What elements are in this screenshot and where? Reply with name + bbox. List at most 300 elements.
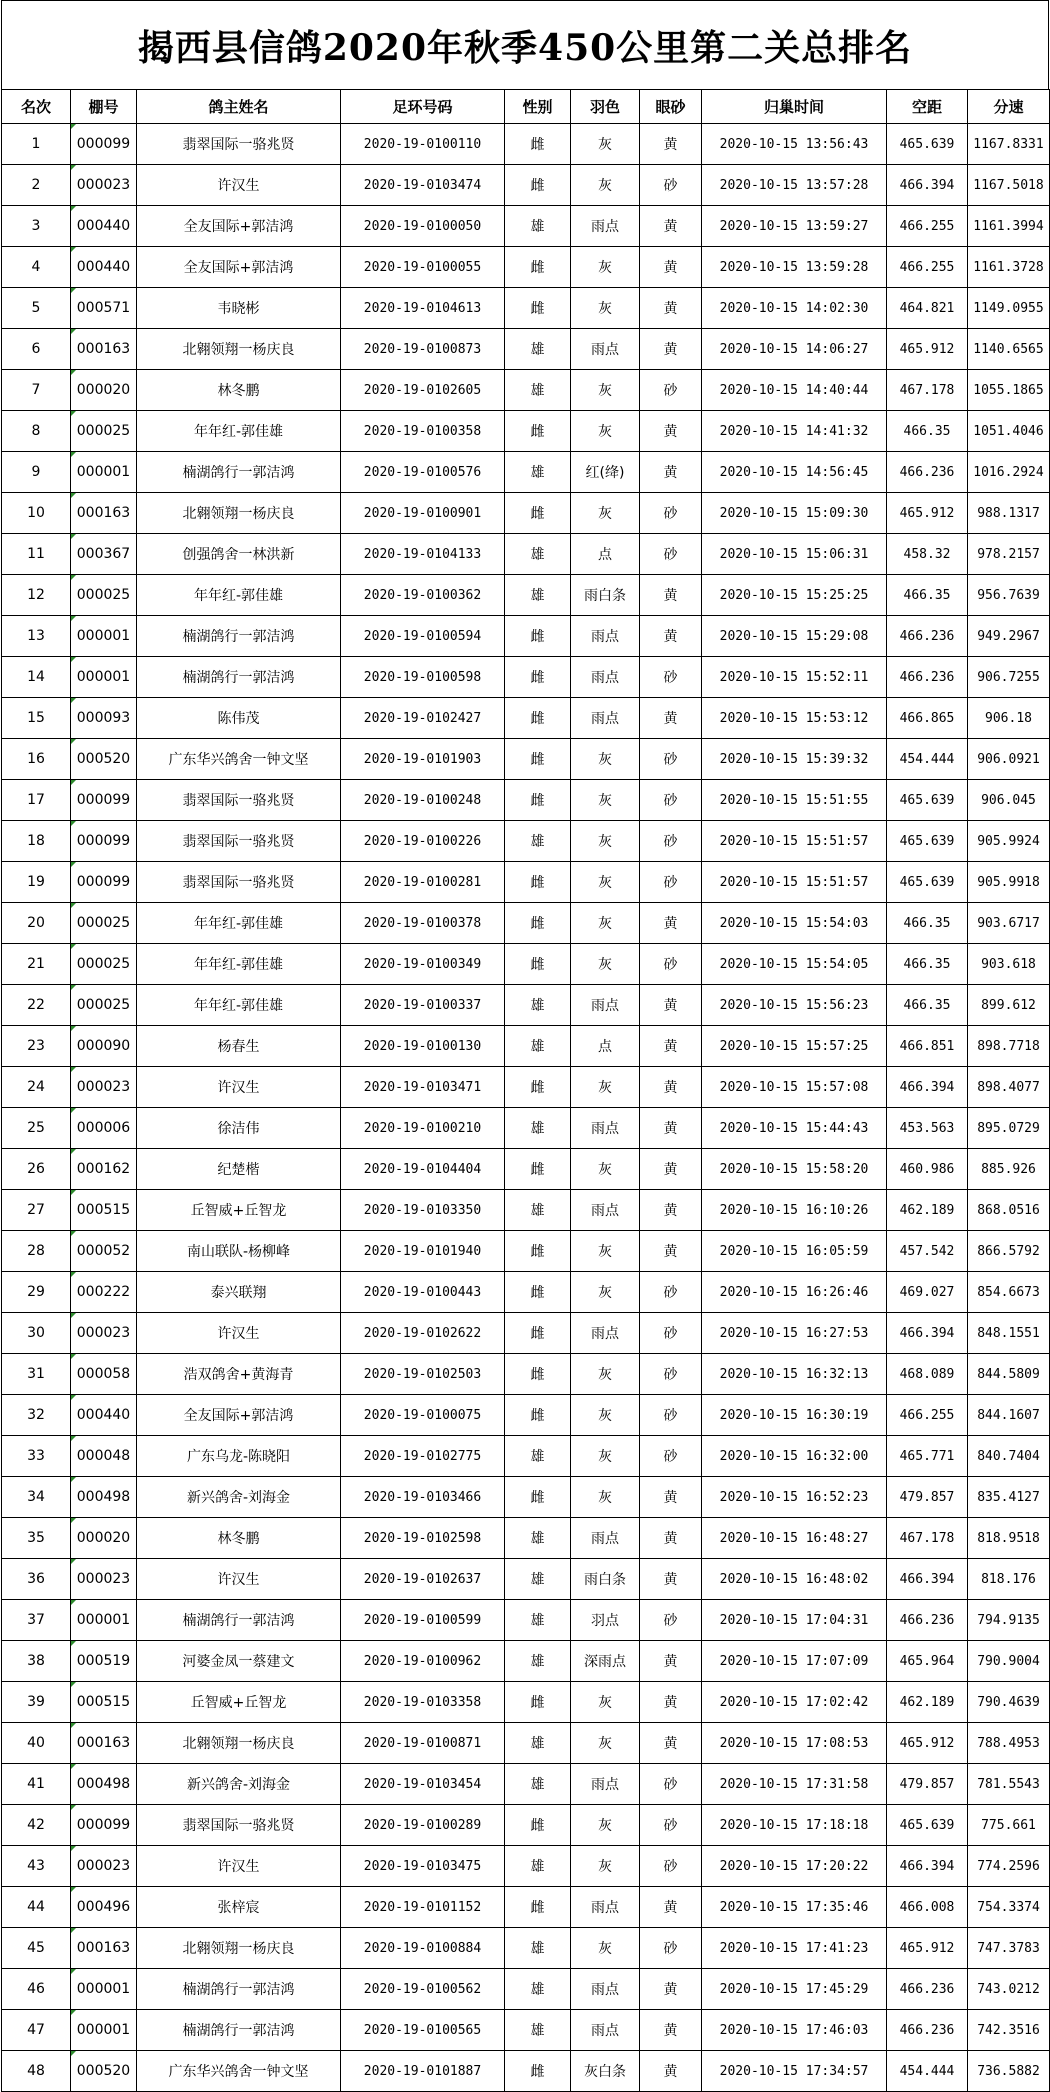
distance-cell: 466.35 xyxy=(887,944,968,985)
ring-cell: 2020-19-0100443 xyxy=(341,1272,505,1313)
loft-cell: 000099 xyxy=(71,862,137,903)
speed-cell: 868.0516 xyxy=(968,1190,1050,1231)
owner-cell: 楠湖鸽行一郭洁鸿 xyxy=(137,657,341,698)
col-header-rank: 名次 xyxy=(2,90,71,124)
owner-cell: 徐洁伟 xyxy=(137,1108,341,1149)
col-header-loft: 棚号 xyxy=(71,90,137,124)
eye-cell: 黄 xyxy=(640,2051,702,2092)
distance-cell: 466.394 xyxy=(887,1846,968,1887)
speed-cell: 790.4639 xyxy=(968,1682,1050,1723)
sex-cell: 雄 xyxy=(505,1559,571,1600)
loft-cell: 000520 xyxy=(71,739,137,780)
loft-cell: 000440 xyxy=(71,247,137,288)
ring-cell: 2020-19-0103471 xyxy=(341,1067,505,1108)
loft-cell: 000023 xyxy=(71,1313,137,1354)
speed-cell: 818.176 xyxy=(968,1559,1050,1600)
owner-cell: 年年红-郭佳雄 xyxy=(137,575,341,616)
ring-cell: 2020-19-0100289 xyxy=(341,1805,505,1846)
sex-cell: 雌 xyxy=(505,780,571,821)
rank-cell: 43 xyxy=(2,1846,71,1887)
sex-cell: 雌 xyxy=(505,1395,571,1436)
table-row xyxy=(2,903,1050,944)
table-row xyxy=(2,1559,1050,1600)
owner-cell: 许汉生 xyxy=(137,1846,341,1887)
loft-cell: 000001 xyxy=(71,616,137,657)
col-header-ring: 足环号码 xyxy=(341,90,505,124)
eye-cell: 黄 xyxy=(640,1887,702,1928)
color-cell: 灰 xyxy=(571,288,640,329)
header-row xyxy=(2,90,1050,124)
speed-cell: 1051.4046 xyxy=(968,411,1050,452)
rank-cell: 18 xyxy=(2,821,71,862)
sex-cell: 雌 xyxy=(505,247,571,288)
loft-cell: 000496 xyxy=(71,1887,137,1928)
speed-cell: 906.0921 xyxy=(968,739,1050,780)
ring-cell: 2020-19-0102622 xyxy=(341,1313,505,1354)
ring-cell: 2020-19-0100050 xyxy=(341,206,505,247)
table-row xyxy=(2,1190,1050,1231)
speed-cell: 835.4127 xyxy=(968,1477,1050,1518)
arrival-cell: 2020-10-15 16:30:19 xyxy=(702,1395,887,1436)
arrival-cell: 2020-10-15 16:32:00 xyxy=(702,1436,887,1477)
rank-cell: 16 xyxy=(2,739,71,780)
loft-cell: 000023 xyxy=(71,1559,137,1600)
color-cell: 雨点 xyxy=(571,698,640,739)
eye-cell: 黄 xyxy=(640,575,702,616)
owner-cell: 南山联队-杨柳峰 xyxy=(137,1231,341,1272)
distance-cell: 465.639 xyxy=(887,124,968,165)
sex-cell: 雌 xyxy=(505,411,571,452)
speed-cell: 885.926 xyxy=(968,1149,1050,1190)
rank-cell: 26 xyxy=(2,1149,71,1190)
ring-cell: 2020-19-0100130 xyxy=(341,1026,505,1067)
speed-cell: 781.5543 xyxy=(968,1764,1050,1805)
eye-cell: 黄 xyxy=(640,329,702,370)
distance-cell: 467.178 xyxy=(887,1518,968,1559)
ring-cell: 2020-19-0102503 xyxy=(341,1354,505,1395)
arrival-cell: 2020-10-15 15:51:57 xyxy=(702,821,887,862)
arrival-cell: 2020-10-15 14:40:44 xyxy=(702,370,887,411)
loft-cell: 000001 xyxy=(71,2010,137,2051)
color-cell: 红(绛) xyxy=(571,452,640,493)
speed-cell: 905.9918 xyxy=(968,862,1050,903)
loft-cell: 000025 xyxy=(71,411,137,452)
sex-cell: 雌 xyxy=(505,698,571,739)
owner-cell: 纪楚楷 xyxy=(137,1149,341,1190)
ring-cell: 2020-19-0100378 xyxy=(341,903,505,944)
ring-cell: 2020-19-0100055 xyxy=(341,247,505,288)
color-cell: 灰 xyxy=(571,1805,640,1846)
col-header-distance: 空距 xyxy=(887,90,968,124)
speed-cell: 899.612 xyxy=(968,985,1050,1026)
rank-cell: 34 xyxy=(2,1477,71,1518)
distance-cell: 465.639 xyxy=(887,862,968,903)
arrival-cell: 2020-10-15 16:48:02 xyxy=(702,1559,887,1600)
owner-cell: 全友国际+郭洁鸿 xyxy=(137,206,341,247)
color-cell: 灰 xyxy=(571,247,640,288)
loft-cell: 000515 xyxy=(71,1190,137,1231)
owner-cell: 年年红-郭佳雄 xyxy=(137,903,341,944)
sex-cell: 雄 xyxy=(505,1641,571,1682)
loft-cell: 000163 xyxy=(71,1723,137,1764)
owner-cell: 新兴鸽舍-刘海金 xyxy=(137,1477,341,1518)
speed-cell: 736.5882 xyxy=(968,2051,1050,2092)
rank-cell: 36 xyxy=(2,1559,71,1600)
owner-cell: 丘智威+丘智龙 xyxy=(137,1190,341,1231)
speed-cell: 1161.3728 xyxy=(968,247,1050,288)
sex-cell: 雄 xyxy=(505,1600,571,1641)
speed-cell: 742.3516 xyxy=(968,2010,1050,2051)
loft-cell: 000440 xyxy=(71,1395,137,1436)
ring-cell: 2020-19-0104613 xyxy=(341,288,505,329)
eye-cell: 黄 xyxy=(640,1518,702,1559)
table-row xyxy=(2,1518,1050,1559)
eye-cell: 砂 xyxy=(640,1313,702,1354)
ring-cell: 2020-19-0100562 xyxy=(341,1969,505,2010)
eye-cell: 黄 xyxy=(640,206,702,247)
ring-cell: 2020-19-0100210 xyxy=(341,1108,505,1149)
speed-cell: 844.5809 xyxy=(968,1354,1050,1395)
distance-cell: 465.639 xyxy=(887,780,968,821)
ranking-table xyxy=(1,89,1050,2092)
arrival-cell: 2020-10-15 15:51:55 xyxy=(702,780,887,821)
table-row xyxy=(2,1149,1050,1190)
speed-cell: 895.0729 xyxy=(968,1108,1050,1149)
speed-cell: 848.1551 xyxy=(968,1313,1050,1354)
loft-cell: 000099 xyxy=(71,1805,137,1846)
rank-cell: 17 xyxy=(2,780,71,821)
distance-cell: 479.857 xyxy=(887,1477,968,1518)
arrival-cell: 2020-10-15 17:08:53 xyxy=(702,1723,887,1764)
loft-cell: 000163 xyxy=(71,1928,137,1969)
distance-cell: 466.255 xyxy=(887,1395,968,1436)
loft-cell: 000440 xyxy=(71,206,137,247)
sex-cell: 雄 xyxy=(505,1518,571,1559)
table-row xyxy=(2,534,1050,575)
eye-cell: 砂 xyxy=(640,1354,702,1395)
distance-cell: 465.771 xyxy=(887,1436,968,1477)
distance-cell: 466.394 xyxy=(887,1313,968,1354)
speed-cell: 1149.0955 xyxy=(968,288,1050,329)
table-row xyxy=(2,1723,1050,1764)
distance-cell: 466.236 xyxy=(887,1600,968,1641)
arrival-cell: 2020-10-15 15:53:12 xyxy=(702,698,887,739)
arrival-cell: 2020-10-15 17:20:22 xyxy=(702,1846,887,1887)
color-cell: 灰 xyxy=(571,1231,640,1272)
loft-cell: 000498 xyxy=(71,1764,137,1805)
color-cell: 灰 xyxy=(571,411,640,452)
table-row xyxy=(2,1108,1050,1149)
distance-cell: 454.444 xyxy=(887,2051,968,2092)
eye-cell: 黄 xyxy=(640,1641,702,1682)
eye-cell: 黄 xyxy=(640,1026,702,1067)
sex-cell: 雌 xyxy=(505,616,571,657)
eye-cell: 砂 xyxy=(640,1600,702,1641)
sex-cell: 雌 xyxy=(505,493,571,534)
speed-cell: 790.9004 xyxy=(968,1641,1050,1682)
arrival-cell: 2020-10-15 17:02:42 xyxy=(702,1682,887,1723)
sex-cell: 雌 xyxy=(505,1313,571,1354)
loft-cell: 000006 xyxy=(71,1108,137,1149)
rank-cell: 29 xyxy=(2,1272,71,1313)
eye-cell: 砂 xyxy=(640,1764,702,1805)
sex-cell: 雄 xyxy=(505,1436,571,1477)
sex-cell: 雄 xyxy=(505,329,571,370)
color-cell: 点 xyxy=(571,534,640,575)
owner-cell: 泰兴联翔 xyxy=(137,1272,341,1313)
eye-cell: 砂 xyxy=(640,944,702,985)
eye-cell: 黄 xyxy=(640,1231,702,1272)
sex-cell: 雄 xyxy=(505,1764,571,1805)
ring-cell: 2020-19-0100075 xyxy=(341,1395,505,1436)
ring-cell: 2020-19-0100358 xyxy=(341,411,505,452)
distance-cell: 466.236 xyxy=(887,616,968,657)
distance-cell: 457.542 xyxy=(887,1231,968,1272)
arrival-cell: 2020-10-15 15:57:08 xyxy=(702,1067,887,1108)
table-row xyxy=(2,2010,1050,2051)
arrival-cell: 2020-10-15 15:44:43 xyxy=(702,1108,887,1149)
owner-cell: 翡翠国际一骆兆贤 xyxy=(137,862,341,903)
table-row xyxy=(2,1026,1050,1067)
owner-cell: 年年红-郭佳雄 xyxy=(137,944,341,985)
loft-cell: 000519 xyxy=(71,1641,137,1682)
color-cell: 灰 xyxy=(571,1846,640,1887)
sex-cell: 雌 xyxy=(505,1149,571,1190)
speed-cell: 1167.5018 xyxy=(968,165,1050,206)
speed-cell: 854.6673 xyxy=(968,1272,1050,1313)
distance-cell: 466.35 xyxy=(887,985,968,1026)
loft-cell: 000023 xyxy=(71,1846,137,1887)
owner-cell: 丘智威+丘智龙 xyxy=(137,1682,341,1723)
owner-cell: 新兴鸽舍-刘海金 xyxy=(137,1764,341,1805)
loft-cell: 000001 xyxy=(71,657,137,698)
loft-cell: 000001 xyxy=(71,452,137,493)
table-row xyxy=(2,1354,1050,1395)
sex-cell: 雌 xyxy=(505,124,571,165)
table-row xyxy=(2,1887,1050,1928)
table-row xyxy=(2,288,1050,329)
distance-cell: 462.189 xyxy=(887,1190,968,1231)
sex-cell: 雌 xyxy=(505,1477,571,1518)
loft-cell: 000498 xyxy=(71,1477,137,1518)
owner-cell: 翡翠国际一骆兆贤 xyxy=(137,780,341,821)
color-cell: 灰 xyxy=(571,1354,640,1395)
arrival-cell: 2020-10-15 13:59:27 xyxy=(702,206,887,247)
ring-cell: 2020-19-0103350 xyxy=(341,1190,505,1231)
rank-cell: 11 xyxy=(2,534,71,575)
speed-cell: 898.7718 xyxy=(968,1026,1050,1067)
eye-cell: 砂 xyxy=(640,821,702,862)
eye-cell: 黄 xyxy=(640,1149,702,1190)
rank-cell: 5 xyxy=(2,288,71,329)
loft-cell: 000025 xyxy=(71,944,137,985)
ring-cell: 2020-19-0102598 xyxy=(341,1518,505,1559)
arrival-cell: 2020-10-15 14:56:45 xyxy=(702,452,887,493)
sex-cell: 雌 xyxy=(505,1887,571,1928)
speed-cell: 840.7404 xyxy=(968,1436,1050,1477)
eye-cell: 黄 xyxy=(640,1190,702,1231)
distance-cell: 466.394 xyxy=(887,165,968,206)
speed-cell: 1167.8331 xyxy=(968,124,1050,165)
speed-cell: 903.6717 xyxy=(968,903,1050,944)
distance-cell: 467.178 xyxy=(887,370,968,411)
eye-cell: 黄 xyxy=(640,411,702,452)
sex-cell: 雄 xyxy=(505,452,571,493)
eye-cell: 砂 xyxy=(640,780,702,821)
owner-cell: 河婆金凤一蔡建文 xyxy=(137,1641,341,1682)
rank-cell: 22 xyxy=(2,985,71,1026)
color-cell: 灰 xyxy=(571,1272,640,1313)
owner-cell: 北翱领翔一杨庆良 xyxy=(137,1928,341,1969)
ring-cell: 2020-19-0104133 xyxy=(341,534,505,575)
arrival-cell: 2020-10-15 15:29:08 xyxy=(702,616,887,657)
speed-cell: 898.4077 xyxy=(968,1067,1050,1108)
ring-cell: 2020-19-0100599 xyxy=(341,1600,505,1641)
color-cell: 灰 xyxy=(571,862,640,903)
eye-cell: 黄 xyxy=(640,698,702,739)
arrival-cell: 2020-10-15 17:45:29 xyxy=(702,1969,887,2010)
ring-cell: 2020-19-0101940 xyxy=(341,1231,505,1272)
table-row xyxy=(2,493,1050,534)
color-cell: 深雨点 xyxy=(571,1641,640,1682)
table-row xyxy=(2,1313,1050,1354)
color-cell: 灰 xyxy=(571,739,640,780)
arrival-cell: 2020-10-15 16:48:27 xyxy=(702,1518,887,1559)
loft-cell: 000025 xyxy=(71,985,137,1026)
arrival-cell: 2020-10-15 16:05:59 xyxy=(702,1231,887,1272)
ring-cell: 2020-19-0102775 xyxy=(341,1436,505,1477)
table-row xyxy=(2,1436,1050,1477)
arrival-cell: 2020-10-15 15:54:03 xyxy=(702,903,887,944)
arrival-cell: 2020-10-15 15:09:30 xyxy=(702,493,887,534)
table-row xyxy=(2,1846,1050,1887)
owner-cell: 翡翠国际一骆兆贤 xyxy=(137,1805,341,1846)
loft-cell: 000099 xyxy=(71,780,137,821)
arrival-cell: 2020-10-15 15:57:25 xyxy=(702,1026,887,1067)
eye-cell: 砂 xyxy=(640,534,702,575)
ring-cell: 2020-19-0103454 xyxy=(341,1764,505,1805)
table-row xyxy=(2,1477,1050,1518)
sex-cell: 雄 xyxy=(505,534,571,575)
owner-cell: 广东华兴鸽舍一钟文坚 xyxy=(137,2051,341,2092)
rank-cell: 28 xyxy=(2,1231,71,1272)
rank-cell: 8 xyxy=(2,411,71,452)
color-cell: 灰 xyxy=(571,944,640,985)
table-row xyxy=(2,1764,1050,1805)
table-row xyxy=(2,1805,1050,1846)
eye-cell: 砂 xyxy=(640,1928,702,1969)
distance-cell: 466.255 xyxy=(887,247,968,288)
loft-cell: 000025 xyxy=(71,903,137,944)
sex-cell: 雌 xyxy=(505,1067,571,1108)
table-row xyxy=(2,1969,1050,2010)
color-cell: 雨白条 xyxy=(571,575,640,616)
table-row xyxy=(2,411,1050,452)
rank-cell: 47 xyxy=(2,2010,71,2051)
speed-cell: 844.1607 xyxy=(968,1395,1050,1436)
rank-cell: 14 xyxy=(2,657,71,698)
sheet-title: 揭西县信鸽2020年秋季450公里第二关总排名 xyxy=(1,0,1049,89)
distance-cell: 466.236 xyxy=(887,2010,968,2051)
arrival-cell: 2020-10-15 14:02:30 xyxy=(702,288,887,329)
distance-cell: 465.639 xyxy=(887,1805,968,1846)
distance-cell: 458.32 xyxy=(887,534,968,575)
sex-cell: 雌 xyxy=(505,1354,571,1395)
ring-cell: 2020-19-0100873 xyxy=(341,329,505,370)
owner-cell: 楠湖鸽行一郭洁鸿 xyxy=(137,452,341,493)
sex-cell: 雌 xyxy=(505,1231,571,1272)
color-cell: 灰 xyxy=(571,493,640,534)
ring-cell: 2020-19-0102605 xyxy=(341,370,505,411)
distance-cell: 466.394 xyxy=(887,1559,968,1600)
color-cell: 雨白条 xyxy=(571,1559,640,1600)
rank-cell: 15 xyxy=(2,698,71,739)
sex-cell: 雄 xyxy=(505,821,571,862)
sex-cell: 雄 xyxy=(505,2010,571,2051)
speed-cell: 788.4953 xyxy=(968,1723,1050,1764)
sex-cell: 雌 xyxy=(505,1805,571,1846)
arrival-cell: 2020-10-15 16:27:53 xyxy=(702,1313,887,1354)
color-cell: 雨点 xyxy=(571,1313,640,1354)
arrival-cell: 2020-10-15 17:18:18 xyxy=(702,1805,887,1846)
eye-cell: 砂 xyxy=(640,165,702,206)
rank-cell: 19 xyxy=(2,862,71,903)
arrival-cell: 2020-10-15 16:26:46 xyxy=(702,1272,887,1313)
owner-cell: 韦晓彬 xyxy=(137,288,341,329)
arrival-cell: 2020-10-15 17:34:57 xyxy=(702,2051,887,2092)
table-row xyxy=(2,1231,1050,1272)
eye-cell: 黄 xyxy=(640,124,702,165)
arrival-cell: 2020-10-15 17:04:31 xyxy=(702,1600,887,1641)
sex-cell: 雄 xyxy=(505,370,571,411)
loft-cell: 000001 xyxy=(71,1600,137,1641)
table-row xyxy=(2,1682,1050,1723)
eye-cell: 砂 xyxy=(640,1805,702,1846)
table-row xyxy=(2,944,1050,985)
rank-cell: 45 xyxy=(2,1928,71,1969)
loft-cell: 000023 xyxy=(71,1067,137,1108)
loft-cell: 000023 xyxy=(71,165,137,206)
speed-cell: 978.2157 xyxy=(968,534,1050,575)
owner-cell: 林冬鹏 xyxy=(137,370,341,411)
distance-cell: 465.912 xyxy=(887,1928,968,1969)
table-row xyxy=(2,1600,1050,1641)
rank-cell: 6 xyxy=(2,329,71,370)
speed-cell: 1140.6565 xyxy=(968,329,1050,370)
eye-cell: 黄 xyxy=(640,288,702,329)
speed-cell: 903.618 xyxy=(968,944,1050,985)
table-row xyxy=(2,575,1050,616)
loft-cell: 000367 xyxy=(71,534,137,575)
speed-cell: 747.3783 xyxy=(968,1928,1050,1969)
owner-cell: 北翱领翔一杨庆良 xyxy=(137,1723,341,1764)
color-cell: 灰 xyxy=(571,124,640,165)
distance-cell: 465.639 xyxy=(887,821,968,862)
ring-cell: 2020-19-0101152 xyxy=(341,1887,505,1928)
table-row xyxy=(2,616,1050,657)
ring-cell: 2020-19-0100337 xyxy=(341,985,505,1026)
rank-cell: 13 xyxy=(2,616,71,657)
sex-cell: 雌 xyxy=(505,2051,571,2092)
ring-cell: 2020-19-0100349 xyxy=(341,944,505,985)
owner-cell: 林冬鹏 xyxy=(137,1518,341,1559)
distance-cell: 453.563 xyxy=(887,1108,968,1149)
loft-cell: 000520 xyxy=(71,2051,137,2092)
owner-cell: 年年红-郭佳雄 xyxy=(137,985,341,1026)
speed-cell: 988.1317 xyxy=(968,493,1050,534)
color-cell: 雨点 xyxy=(571,1518,640,1559)
table-row xyxy=(2,206,1050,247)
